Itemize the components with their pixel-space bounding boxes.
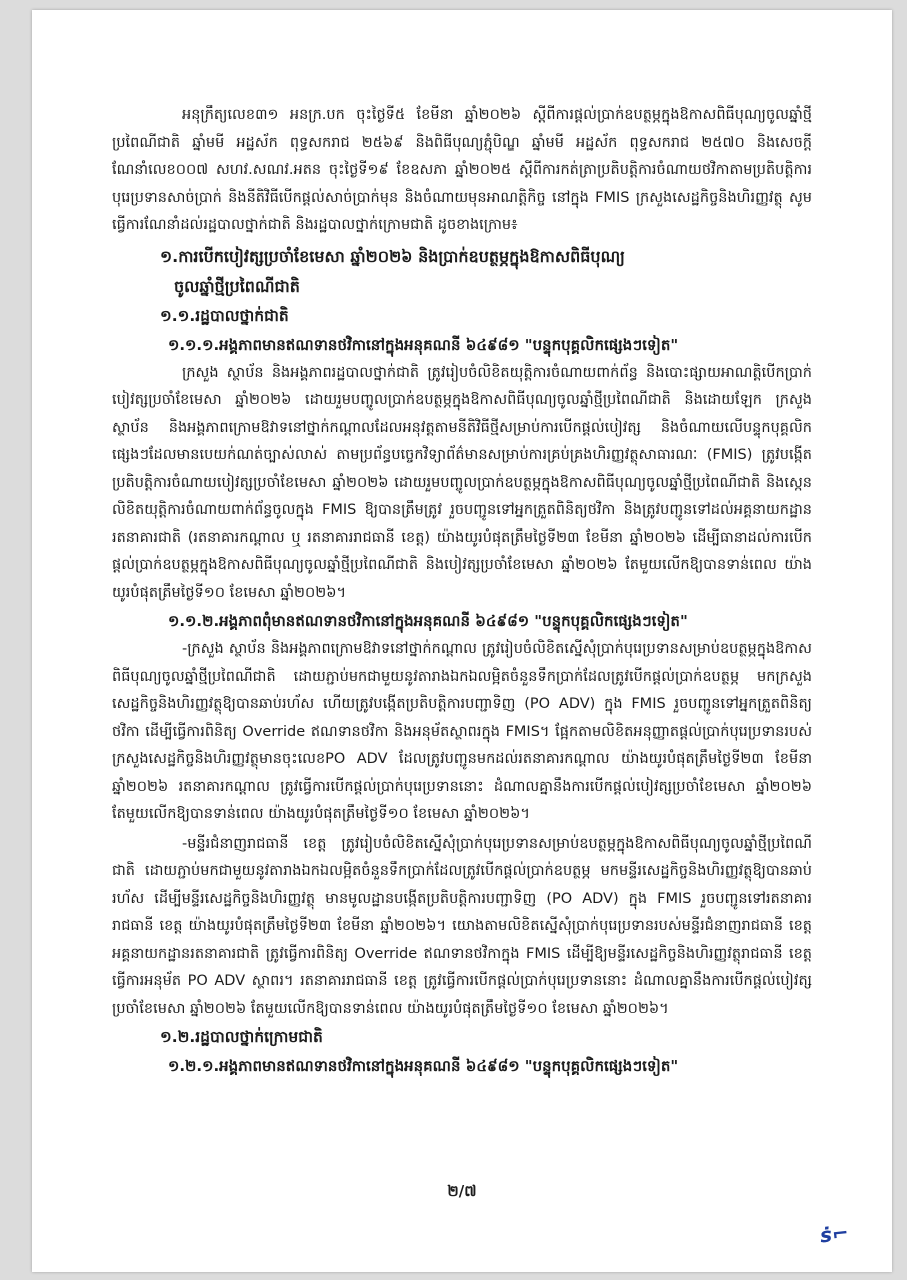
section-heading-1-line2: ចូលឆ្នាំថ្មីប្រពៃណីជាតិ: [174, 276, 300, 296]
section-heading-1-2-1: ១.២.១.អង្គភាពមានឥណទានថវិកានៅក្នុងអនុគណនី ៦៤៩៨១ "បន្ទុកបុគ្គលិកផ្សេងៗទៀត": [168, 1057, 679, 1075]
handwritten-initials: ṡ⌐: [818, 1220, 850, 1248]
paragraph-1-1-2-provincial: -មន្ទីរជំនាញរាជធានី ខេត្ត ត្រូវរៀបចំលិខិតស្នើសុំប្រាក់បុរេប្រទានសម្រាប់ឧបត្ថម្ភក្នុងឱកាសពិធីបុណ្យចូលឆ្នាំថ្មីប្រពៃណីជាតិ ដោយភ្ជាប់មកជាមួយនូវតារាងឯកឯលម្អិតចំនួនទឹកប្រាក់ដែលត្រូវបើកផ្តល់ប្រាក់ឧបត្ថម្ភ មកមន្ទីរសេដ្ឋកិច្ចនិងហិរញ្ញវត្ថុឱ្យបានឆាប់រហ័ស ដើម្បីមន្ទីរសេដ្ឋកិច្ចនិងហិរញ្ញវត្ថុ មានមូលដ្ឋានបង្កើតប្រតិបត្តិការបញ្ជាទិញ (PO ADV) ក្នុង FMIS រួចបញ្ជូនទៅរតនាគាររាជធានី ខេត្ត យ៉ាងយូរបំផុតត្រឹមថ្ងៃទី២៣ ខែមីនា ឆ្នាំ២០២៦។ យោងតាមលិខិតស្នើសុំប្រាក់បុរេប្រទានរបស់មន្ទីរជំនាញរាជធានី ខេត្ត អគ្គនាយកដ្ឋានរតនាគារជាតិ ត្រូវធ្វើការពិនិត្យ Override ឥណទានថវិកាក្នុង FMIS ដើម្បីឱ្យមន្ទីរសេដ្ឋកិច្ចនិងហិរញ្ញវត្ថុរាជធានី ខេត្ត ធ្វើការអនុម័ត PO ADV ស្ថាពរ។ រតនាគាររាជធានី ខេត្ត ត្រូវធ្វើការបើកផ្តល់ប្រាក់បុរេប្រទាននោះ ដំណាលគ្នានឹងការបើកផ្តល់បៀវត្សប្រចាំខែមេសា ឆ្នាំ២០២៦ តែមួយលើកឱ្យបានទាន់ពេល យ៉ាងយូរបំផុតត្រឹមថ្ងៃទី១០ ខែមេសា ឆ្នាំ២០២៦។: [112, 835, 812, 1017]
paragraph-1-1-2-central: -ក្រសួង ស្ថាប័ន និងអង្គភាពក្រោមឱវាទនៅថ្នាក់កណ្តាល ត្រូវរៀបចំលិខិតស្នើសុំប្រាក់បុរេប្រទានសម្រាប់ឧបត្ថម្ភក្នុងឱកាសពិធីបុណ្យចូលឆ្នាំថ្មីប្រពៃណីជាតិ ដោយភ្ជាប់មកជាមួយនូវតារាងឯកឯលម្អិតចំនួនទឹកប្រាក់ដែលត្រូវបើកផ្តល់ប្រាក់ឧបត្ថម្ភ មកក្រសួងសេដ្ឋកិច្ចនិងហិរញ្ញវត្ថុឱ្យបានឆាប់រហ័ស ហើយត្រូវបង្កើតប្រតិបត្តិការបញ្ជាទិញ (PO ADV) ក្នុង FMIS រួចបញ្ជូនទៅអ្នកត្រួតពិនិត្យថវិកា ដើម្បីធ្វើការពិនិត្យ Override ឥណទានថវិកា និងអនុម័តស្ថាពរក្នុង FMIS។ ផ្អែកតាមលិខិតអនុញ្ញាតផ្តល់ប្រាក់បុរេប្រទានរបស់ក្រសួងសេដ្ឋកិច្ចនិងហិរញ្ញវត្ថុមានចុះលេខPO ADV ដែលត្រូវបញ្ជូនមកដល់រតនាគារកណ្តាល យ៉ាងយូរបំផុតត្រឹមថ្ងៃទី២៣ ខែមីនា ឆ្នាំ២០២៦ រតនាគារកណ្តាល ត្រូវធ្វើការបើកផ្តល់ប្រាក់បុរេប្រទាននោះ ដំណាលគ្នានឹងការបើកផ្តល់បៀវត្សប្រចាំខែមេសា ឆ្នាំ២០២៦ តែមួយលើកឱ្យបានទាន់ពេល យ៉ាងយូរបំផុតត្រឹមថ្ងៃទី១០ ខែមេសា ឆ្នាំ២០២៦។: [112, 641, 812, 822]
section-heading-1-2: ១.២.រដ្ឋបាលថ្នាក់ក្រោមជាតិ: [160, 1028, 323, 1046]
section-heading-1: [112, 242, 812, 302]
document-body: [112, 102, 812, 1081]
page-number: ២/៧: [447, 1182, 477, 1200]
intro-paragraph: អនុក្រឹត្យលេខ៣១ អនក្រ.បក ចុះថ្ងៃទី៥ ខែមីនា ឆ្នាំ២០២៦ ស្តីពីការផ្តល់ប្រាក់ឧបត្ថម្ភក្នុងឱកាសពិធីបុណ្យចូលឆ្នាំថ្មីប្រពៃណីជាតិ ឆ្នាំមមី អដ្ឋស័ក ពុទ្ធសករាជ ២៥៦៩ និងពិធីបុណ្យភ្ជុំបិណ្ឌ ឆ្នាំមមី អដ្ឋស័ក ពុទ្ធសករាជ ២៥៧០ និងសេចក្តីណែនាំលេខ០០៧ សហវ.សណវ.អតន ចុះថ្ងៃទី១៩ ខែឧសភា ឆ្នាំ២០២៥ ស្តីពីការកត់ត្រាប្រតិបត្តិការចំណាយថវិកាតាមប្រតិបត្តិការបុរេប្រទានសាច់ប្រាក់ និងនីតិវិធីបើកផ្តល់សាច់ប្រាក់មុន និងចំណាយមុនអាណត្តិកិច្ច នៅក្នុង FMIS ក្រសួងសេដ្ឋកិច្ចនិងហិរញ្ញវត្ថុ សូមធ្វើការណែនាំដល់រដ្ឋបាលថ្នាក់ជាតិ និងរដ្ឋបាលថ្នាក់ក្រោមជាតិ ដូចខាងក្រោម៖: [112, 107, 812, 233]
document-page: [32, 10, 892, 1272]
section-heading-1-1-2: ១.១.២.អង្គភាពពុំមានឥណទានថវិកានៅក្នុងអនុគណនី ៦៤៩៨១ "បន្ទុកបុគ្គលិកផ្សេងៗទៀត": [168, 612, 688, 630]
paragraph-1-1-1: ក្រសួង ស្ថាប័ន និងអង្គភាពរដ្ឋបាលថ្នាក់ជាតិ ត្រូវរៀបចំលិខិតយុត្តិការចំណាយពាក់ព័ន្ធ និងបោះផ្សាយអាណត្តិបើកប្រាក់បៀវត្សប្រចាំខែមេសា ឆ្នាំ២០២៦ ដោយរួមបញ្ចូលប្រាក់ឧបត្ថម្ភក្នុងឱកាសពិធីបុណ្យចូលឆ្នាំថ្មីប្រពៃណីជាតិ និងដោយឡែក ក្រសួង ស្ថាប័ន និងអង្គភាពក្រោមឱវាទនៅថ្នាក់កណ្តាលដែលអនុវត្តតាមនីតិវិធីថ្មីសម្រាប់ការបើកផ្តល់បៀវត្ស និងចំណាយលើបន្ទុកបុគ្គលិកផ្សេងៗដែលមានបេយក់ណត់ច្បាស់លាស់ តាមប្រព័ន្ធបច្ចេកវិទ្យាព័ត៌មានសម្រាប់ការគ្រប់គ្រងហិរញ្ញវត្ថុសាធារណៈ (FMIS) ត្រូវបង្កើតប្រតិបត្តិការចំណាយបៀវត្សប្រចាំខែមេសា ឆ្នាំ២០២៦ ដោយរួមបញ្ចូលប្រាក់ឧបត្ថម្ភក្នុងឱកាសពិធីបុណ្យចូលឆ្នាំថ្មីប្រពៃណីជាតិ និងស្កេនលិខិតយុត្តិការចំណាយពាក់ព័ន្ធចូលក្នុង FMIS ឱ្យបានត្រឹមត្រូវ រួចបញ្ជូនទៅអ្នកត្រួតពិនិត្យថវិកា និងត្រូវបញ្ជូនទៅដល់អគ្គនាយកដ្ឋានរតនាគារជាតិ (រតនាគារកណ្តាល ឬ រតនាគាររាជធានី ខេត្ត) យ៉ាងយូរបំផុតត្រឹមថ្ងៃទី២៣ ខែមីនា ឆ្នាំ២០២៦ ដើម្បីធានាដល់ការបើកផ្តល់ប្រាក់ឧបត្ថម្ភក្នុងឱកាសពិធីបុណ្យចូលឆ្នាំថ្មីប្រពៃណីជាតិ និងបៀវត្សប្រចាំខែមេសា ឆ្នាំ២០២៦ តែមួយលើកឱ្យបានទាន់ពេល យ៉ាងយូរបំផុតត្រឹមថ្ងៃទី១០ ខែមេសា ឆ្នាំ២០២៦។: [112, 364, 812, 601]
section-heading-1-line1: ១.ការបើកបៀវត្សប្រចាំខែមេសា ឆ្នាំ២០២៦ និងប្រាក់ឧបត្ថម្ភក្នុងឱកាសពិធីបុណ្យ: [160, 246, 625, 266]
section-heading-1-1-1: ១.១.១.អង្គភាពមានឥណទានថវិកានៅក្នុងអនុគណនី ៦៤៩៨១ "បន្ទុកបុគ្គលិកផ្សេងៗទៀត": [168, 335, 679, 354]
section-heading-1-1: ១.១.រដ្ឋបាលថ្នាក់ជាតិ: [160, 306, 289, 325]
